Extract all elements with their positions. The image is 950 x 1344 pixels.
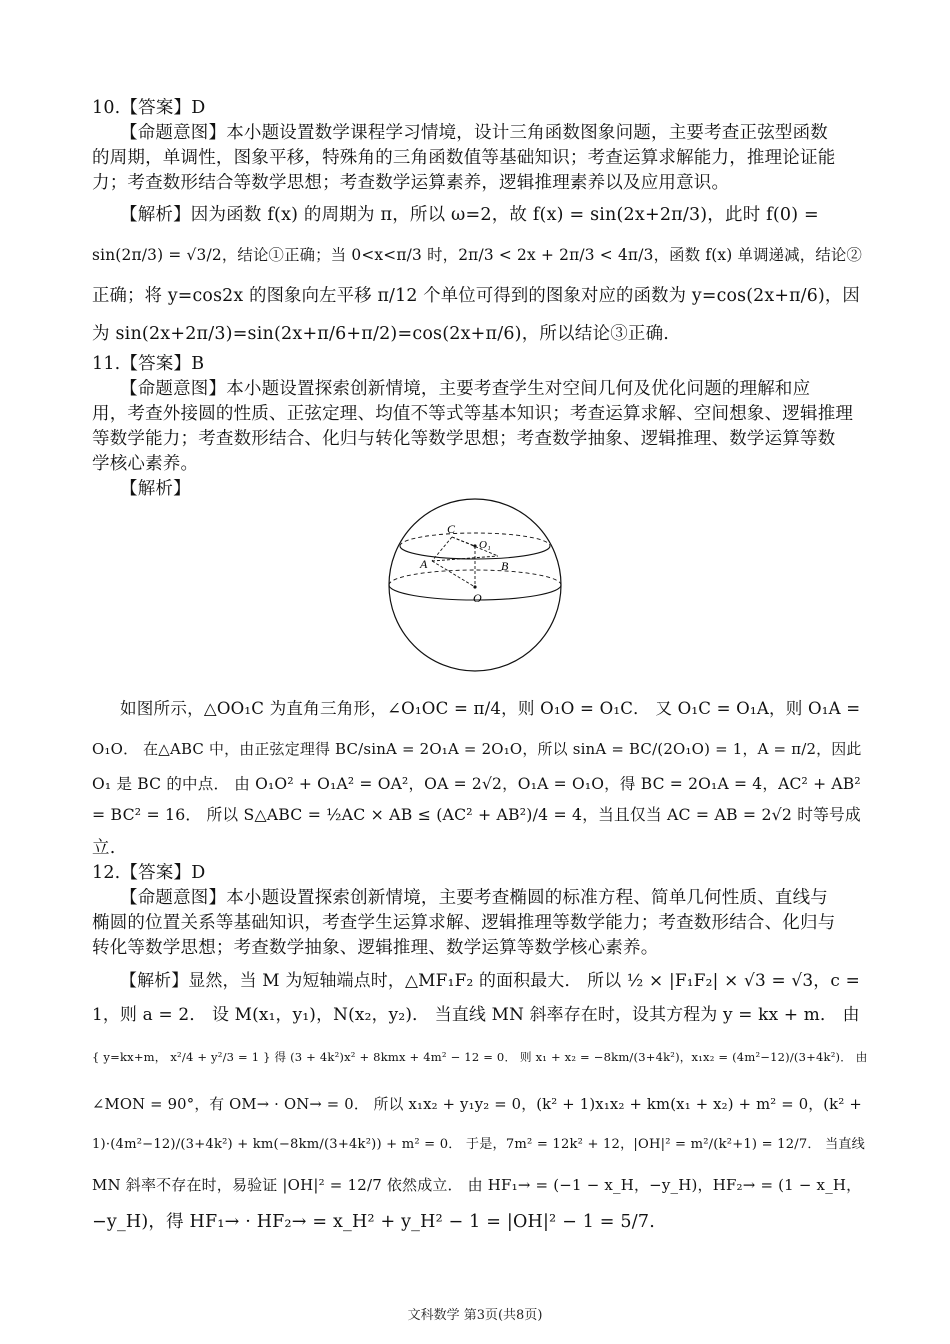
q12-intent-line: 转化等数学思想；考查数学抽象、逻辑推理、数学运算等数学核心素养。 (92, 938, 659, 958)
q10-intent-line: 的周期，单调性，图象平移，特殊角的三角函数值等基础知识；考查运算求解能力，推理论证能 (92, 148, 836, 168)
sphere-outline (389, 499, 561, 671)
q10-analysis-line: 正确；将 y=cos2x 的图象向左平移 π/12 个单位可得到的图象对应的函数为 y=cos(2x+π/6)，因 (92, 286, 860, 306)
point-o1 (473, 544, 476, 547)
q12-answer: 12.【答案】D (92, 863, 206, 883)
q11-answer: 11.【答案】B (92, 354, 205, 374)
small-circle-back (400, 533, 550, 546)
q11-analysis-line: O₁O． 在△ABC 中，由正弦定理得 BC/sinA = 2O₁A = 2O₁O，所以 sinA = BC/(2O₁O) = 1，A = π/2，因此 (92, 740, 862, 758)
q12-intent-line: 椭圆的位置关系等基础知识，考查学生运算求解、逻辑推理等数学能力；考查数形结合、化归与 (92, 913, 836, 933)
q12-analysis-line: 1)·(4m²−12)/(3+4k²) + km(−8km/(3+4k²)) + m² = 0． 于是，7m² = 12k² + 12，|OH|² = m²/(k²+1) = 12/7． 当直线 (92, 1137, 865, 1152)
q10-analysis-line: sin(2π/3) = √3/2，结论①正确；当 0<x<π/3 时，2π/3 < 2x + 2π/3 < 4π/3，函数 f(x) 单调递减，结论② (92, 246, 863, 264)
q11-analysis-line: 立. (92, 838, 116, 858)
label-c: C (447, 522, 456, 536)
sphere-figure (380, 490, 570, 680)
q10-answer: 10.【答案】D (92, 98, 206, 118)
q11-intent-line: 等数学能力；考查数形结合、化归与转化等数学思想；考查数学抽象、逻辑推理、数学运算等数 (92, 429, 836, 449)
label-o: O (473, 591, 482, 605)
label-o1: O₁ (479, 539, 491, 551)
q11-analysis-label: 【解析】 (120, 479, 191, 499)
q11-analysis-line: 如图所示，△OO₁C 为直角三角形，∠O₁OC = π/4，则 O₁O = O₁C． 又 O₁C = O₁A，则 O₁A = (120, 699, 861, 718)
segment-co1 (452, 537, 475, 546)
q10-analysis-line: 为 sin(2x+2π/3)=sin(2x+π/6+π/2)=cos(2x+π/6)，所以结论③正确. (92, 324, 670, 344)
q10-intent-line: 力；考查数形结合等数学思想；考查数学运算素养，逻辑推理素养以及应用意识。 (92, 173, 730, 193)
q12-analysis-line: 【解析】显然，当 M 为短轴端点时，△MF₁F₂ 的面积最大． 所以 ½ × |F₁F₂| × √3 = √3，c = (120, 970, 860, 990)
q10-analysis-line: 【解析】因为函数 f(x) 的周期为 π，所以 ω=2，故 f(x) = sin(2x+2π/3)，此时 f(0) = (120, 205, 819, 225)
q11-analysis-line: O₁ 是 BC 的中点． 由 O₁O² + O₁A² = OA²，OA = 2√2，O₁A = O₁O，得 BC = 2O₁A = 4，AC² + AB² (92, 775, 861, 793)
q11-intent-line: 【命题意图】本小题设置探索创新情境，主要考查学生对空间几何及优化问题的理解和应 (120, 379, 811, 399)
label-a: A (420, 557, 428, 571)
q12-intent-line: 【命题意图】本小题设置探索创新情境，主要考查椭圆的标准方程、简单几何性质、直线与 (120, 888, 828, 908)
label-b: B (501, 559, 509, 573)
q12-analysis-line: ∠MON = 90°，有 OM→ · ON→ = 0． 所以 x₁x₂ + y₁y₂ = 0，(k² + 1)x₁x₂ + km(x₁ + x₂) + m² = 0，(k² + (92, 1096, 862, 1113)
page-footer: 文科数学 第3页(共8页) (407, 1308, 543, 1323)
q12-analysis-line: −y_H)，得 HF₁→ · HF₂→ = x_H² + y_H² − 1 = |OH|² − 1 = 5/7. (92, 1212, 655, 1232)
q11-intent-line: 学核心素养。 (92, 454, 199, 474)
q12-analysis-line: { y=kx+m， x²/4 + y²/3 = 1 } 得 (3 + 4k²)x² + 8kmx + 4m² − 12 = 0． 则 x₁ + x₂ = −8km/(3+4k²)，x₁x₂ = (4m²−12)/(3+4k²)． 由 (92, 1050, 868, 1064)
segment-ao (432, 561, 475, 587)
q10-intent-line: 【命题意图】本小题设置数学课程学习情境，设计三角函数图象问题，主要考查正弦型函数 (120, 123, 828, 143)
point-o (473, 585, 476, 588)
q11-analysis-line: = BC² = 16． 所以 S△ABC = ½AC × AB ≤ (AC² + AB²)/4 = 4，当且仅当 AC = AB = 2√2 时等号成 (92, 805, 861, 824)
q12-analysis-line: 1，则 a = 2． 设 M(x₁，y₁)，N(x₂，y₂)． 当直线 MN 斜率存在时，设其方程为 y = kx + m． 由 (92, 1004, 860, 1024)
q12-analysis-line: MN 斜率不存在时，易验证 |OH|² = 12/7 依然成立． 由 HF₁→ = (−1 − x_H，−y_H)，HF₂→ = (1 − x_H， (92, 1176, 862, 1194)
q11-intent-line: 用，考查外接圆的性质、正弦定理、均值不等式等基本知识；考查运算求解、空间想象、逻辑推理 (92, 404, 854, 424)
